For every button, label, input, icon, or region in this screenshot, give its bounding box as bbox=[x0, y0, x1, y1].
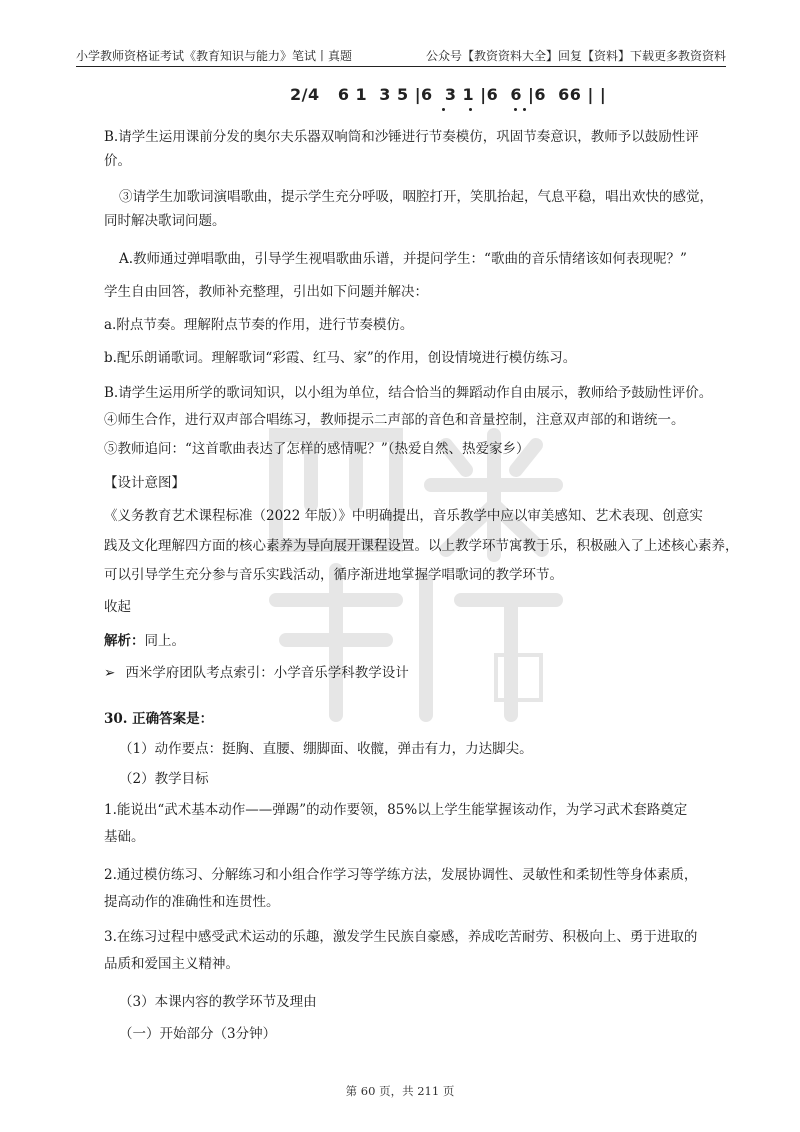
text-line: （一）开始部分（3分钟） bbox=[119, 1026, 277, 1042]
page-footer: 第 60 页，共 211 页 bbox=[345, 1084, 455, 1098]
text-line: ➢ 西米学府团队考点索引：小学音乐学科教学设计 bbox=[104, 665, 409, 681]
text-line: ④师生合作，进行双声部合唱练习，教师提示二声部的音色和音量控制，注意双声部的和谐统一。 bbox=[104, 412, 685, 428]
arrow-bullet-icon: ➢ bbox=[104, 665, 116, 681]
text-line: 提高动作的准确性和连贯性。 bbox=[104, 894, 280, 910]
text-line: 解析：同上。 bbox=[104, 633, 185, 649]
notation-dot bbox=[469, 108, 472, 111]
notation-dot bbox=[442, 108, 445, 111]
text-line: 1.能说出“武术基本动作——弹踢”的动作要领，85%以上学生能掌握该动作，为学习武术套路奠定 bbox=[104, 802, 688, 818]
notation-dot bbox=[523, 108, 526, 111]
text-line: 《义务教育艺术课程标准（2022 年版）》中明确提出，音乐教学中应以审美感知、艺术表现、创意实 bbox=[104, 508, 703, 524]
text-line: （1）动作要点：挺胸、直腰、绷脚面、收髋，弹击有力，力达脚尖。 bbox=[119, 741, 533, 757]
text-line: ⑤教师追问：“这首歌曲表达了怎样的感情呢？”（热爱自然、热爱家乡） bbox=[104, 441, 530, 457]
text-line: B.请学生运用所学的歌词知识，以小组为单位，结合恰当的舞蹈动作自由展示，教师给予鼓励性评价。 bbox=[104, 385, 713, 401]
header-right-promo: 公众号【教资资料大全】回复【资料】下载更多教资资料 bbox=[425, 49, 726, 63]
notation-dot bbox=[514, 108, 517, 111]
text-line: b.配乐朗诵歌词。理解歌词“彩霞、红马、家”的作用，创设情境进行模仿练习。 bbox=[104, 350, 577, 366]
text-line: 【设计意图】 bbox=[104, 475, 185, 491]
text-line: （3）本课内容的教学环节及理由 bbox=[119, 994, 317, 1010]
text-line: 可以引导学生充分参与音乐实践活动，循序渐进地掌握学唱歌词的教学环节。 bbox=[104, 567, 563, 583]
notation-dots bbox=[290, 108, 550, 116]
text-line: ③请学生加歌词演唱歌曲，提示学生充分呼吸，咽腔打开，笑肌抬起，气息平稳，唱出欢快的感觉， bbox=[119, 189, 713, 205]
text-line: 品质和爱国主义精神。 bbox=[104, 956, 239, 972]
text-line: 价。 bbox=[104, 153, 131, 169]
text-line: 学生自由回答，教师补充整理，引出如下问题并解决： bbox=[104, 284, 428, 300]
text-line[interactable]: 收起 bbox=[104, 599, 131, 615]
text-line: 3.在练习过程中感受武术运动的乐趣，激发学生民族自豪感，养成吃苦耐劳、积极向上、勇于进取的 bbox=[104, 929, 698, 945]
text-line: a.附点节奏。理解附点节奏的作用，进行节奏模仿。 bbox=[104, 317, 414, 333]
text-line: A.教师通过弹唱歌曲，引导学生视唱歌曲乐谱，并提问学生：“歌曲的音乐情绪该如何表现呢？” bbox=[119, 251, 687, 267]
text-line: （2）教学目标 bbox=[119, 771, 209, 787]
text-line: 同时解决歌词问题。 bbox=[104, 213, 226, 229]
page-header bbox=[76, 44, 726, 67]
header-left-title: 小学教师资格证考试《教育知识与能力》笔试丨真题 bbox=[76, 49, 353, 63]
text-line: 2.通过模仿练习、分解练习和小组合作学习等学练方法，发展协调性、灵敏性和柔韧性等身体素质， bbox=[104, 867, 698, 883]
music-notation: 2/4 6 1 3 5 |6 3 1 |6 6 |6 66 | | bbox=[290, 85, 607, 104]
text-line: 基础。 bbox=[104, 829, 145, 845]
text-line: B.请学生运用课前分发的奥尔夫乐器双响筒和沙锤进行节奏模仿，巩固节奏意识，教师予以鼓励性评 bbox=[104, 129, 699, 145]
text-line: 30. 正确答案是： bbox=[104, 711, 214, 727]
text-line: 践及文化理解四方面的核心素养为导向展开课程设置。以上教学环节寓教于乐，积极融入了上述核心素养， bbox=[104, 538, 739, 554]
